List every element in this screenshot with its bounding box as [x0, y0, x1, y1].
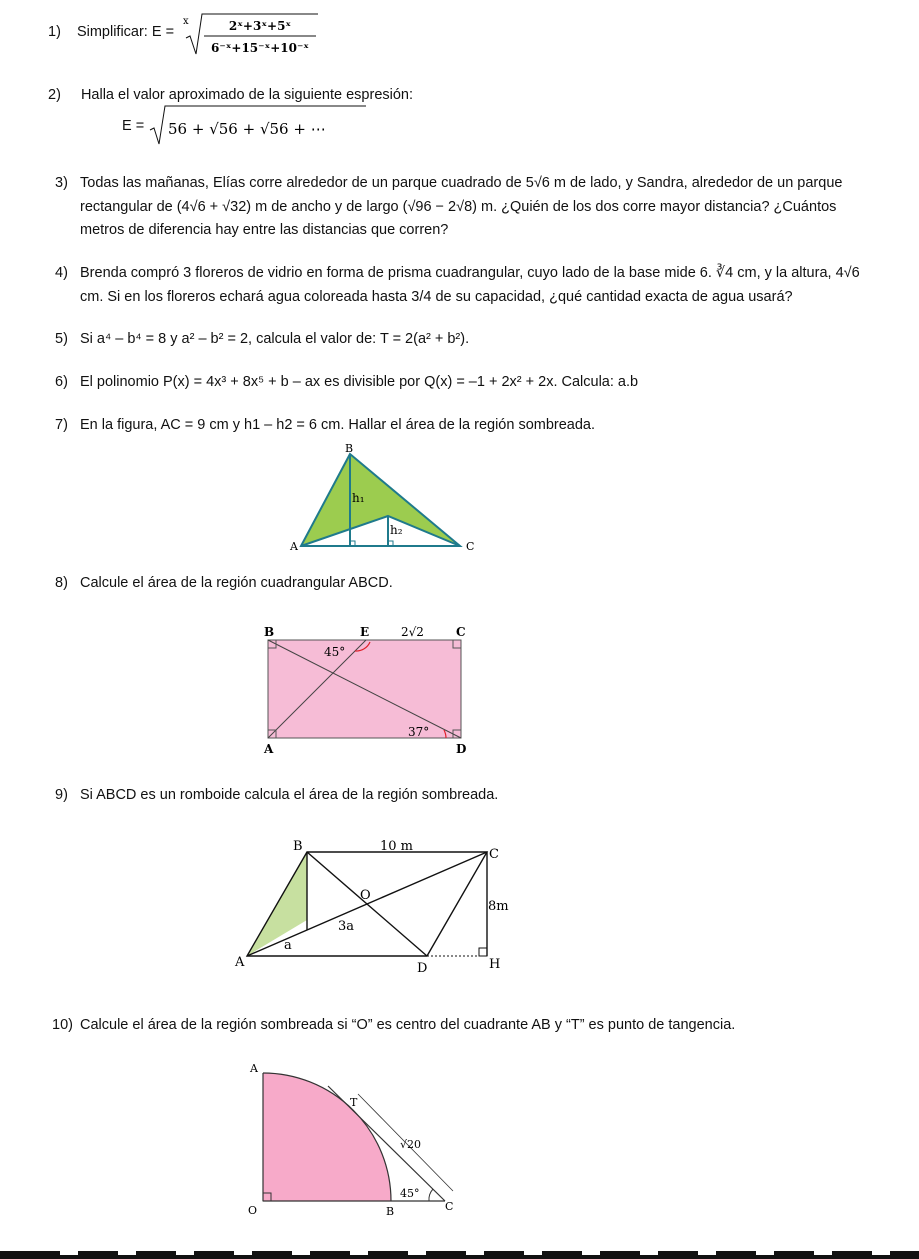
problem-9-number: 9) — [55, 787, 68, 803]
right-angle-mark — [479, 948, 487, 956]
problem-10-number: 10) — [52, 1017, 73, 1033]
label-H: H — [489, 957, 501, 972]
label-D: D — [456, 742, 467, 756]
label-B: B — [386, 1205, 395, 1218]
problem-1 — [48, 24, 174, 40]
nth-root-fraction — [180, 8, 320, 60]
label-C: C — [466, 540, 475, 553]
problem-8-number: 8) — [55, 575, 68, 591]
problem-text: Simplificar: E = — [76, 24, 175, 40]
denominator: 6⁻ˣ+15⁻ˣ+10⁻ˣ — [211, 41, 309, 55]
label-B: B — [345, 442, 354, 455]
problem-6-number: 6) — [55, 374, 68, 390]
label-a: a — [284, 938, 292, 953]
radical-expr: 56 + √56 + √56 + ⋯ — [168, 120, 326, 138]
problem-number: 2) — [48, 87, 61, 103]
problem-3-number: 3) — [55, 175, 68, 191]
problem-9-text: Si ABCD es un romboide calcula el área de la región sombreada. — [80, 787, 499, 803]
problem-7-number: 7) — [55, 417, 68, 433]
problem-6-text: El polinomio P(x) = 4x³ + 8x⁵ + b – ax es divisible por Q(x) = –1 + 2x² + 2x. Calcula: a.b — [80, 374, 639, 390]
label-E: E — [360, 625, 370, 639]
problem-number: 1) — [48, 24, 61, 40]
figure-8-rectangle — [258, 620, 478, 760]
border-band — [0, 1251, 919, 1259]
label-3a: 3a — [338, 919, 355, 934]
problem-4-line-2: cm. Si en los floreros echará agua coloreada hasta 3/4 de su capacidad, ¿qué cantidad exacta de agua usará? — [80, 289, 793, 305]
problem-7-text: En la figura, AC = 9 cm y h1 – h2 = 6 cm. Hallar el área de la región sombreada. — [80, 417, 596, 433]
problem-1-formula — [180, 8, 320, 63]
figure-7-triangle — [285, 438, 485, 558]
label-A: A — [235, 955, 245, 970]
label-C: C — [445, 1200, 454, 1213]
problem-3-line-2: rectangular de (4√6 + √32) m de ancho y de largo (√96 − 2√8) m. ¿Quién de los dos corre mayor distancia? ¿Cuántos — [80, 199, 837, 215]
border-notches — [60, 1251, 890, 1255]
problem-2-formula — [122, 104, 368, 146]
problem-3-line-3: metros de diferencia hay entre las distancias que corren? — [80, 222, 449, 238]
label-angle: 45° — [400, 1187, 420, 1200]
label-angle-45: 45° — [324, 645, 346, 659]
label-BC: 10 m — [380, 839, 414, 854]
problem-4-line-1: Brenda compró 3 floreros de vidrio en forma de prisma cuadrangular, cuyo lado de la base mide 6. ∛4 cm, y la altura, 4√6 — [80, 265, 860, 281]
nested-radical — [148, 104, 368, 146]
problem-2 — [48, 87, 413, 103]
bottom-border — [0, 1247, 919, 1259]
label-A: A — [290, 540, 298, 553]
expr-prefix: E = — [122, 118, 145, 134]
label-angle-37: 37° — [408, 725, 430, 739]
shaded-quadrant — [263, 1073, 391, 1201]
label-O: O — [248, 1204, 258, 1217]
problem-10-text: Calcule el área de la región sombreada si “O” es centro del cuadrante AB y “T” es punto de tangencia. — [80, 1017, 736, 1033]
label-h1: h₁ — [352, 491, 365, 505]
label-EC: 2√2 — [401, 625, 424, 639]
problem-5-number: 5) — [55, 331, 68, 347]
label-C: C — [489, 847, 499, 862]
label-D: D — [417, 961, 428, 976]
label-A: A — [264, 742, 274, 756]
root-index: x — [183, 16, 189, 27]
problem-8-text: Calcule el área de la región cuadrangular ABCD. — [80, 575, 393, 591]
label-C: C — [456, 625, 466, 639]
problem-3-line-1: Todas las mañanas, Elías corre alrededor de un parque cuadrado de 5√6 m de lado, y Sandra, alrededor de un parque — [80, 175, 843, 191]
label-O: O — [360, 888, 371, 903]
problem-5-text: Si a⁴ – b⁴ = 8 y a² – b² = 2, calcula el valor de: T = 2(a² + b²). — [80, 331, 470, 347]
angle-arc — [429, 1189, 433, 1201]
problem-4-number: 4) — [55, 265, 68, 281]
label-A: A — [250, 1062, 258, 1075]
label-T: T — [350, 1096, 358, 1109]
label-CH: 8m — [488, 899, 509, 914]
figure-10-quadrant — [240, 1060, 470, 1220]
numerator: 2ˣ+3ˣ+5ˣ — [228, 19, 292, 33]
label-h2: h₂ — [390, 523, 403, 537]
label-B: B — [264, 625, 275, 639]
figure-9-parallelogram — [230, 830, 520, 980]
label-B: B — [293, 839, 303, 854]
label-TC: √20 — [400, 1138, 422, 1151]
problem-text: Halla el valor aproximado de la siguiente espresión: — [80, 87, 414, 103]
